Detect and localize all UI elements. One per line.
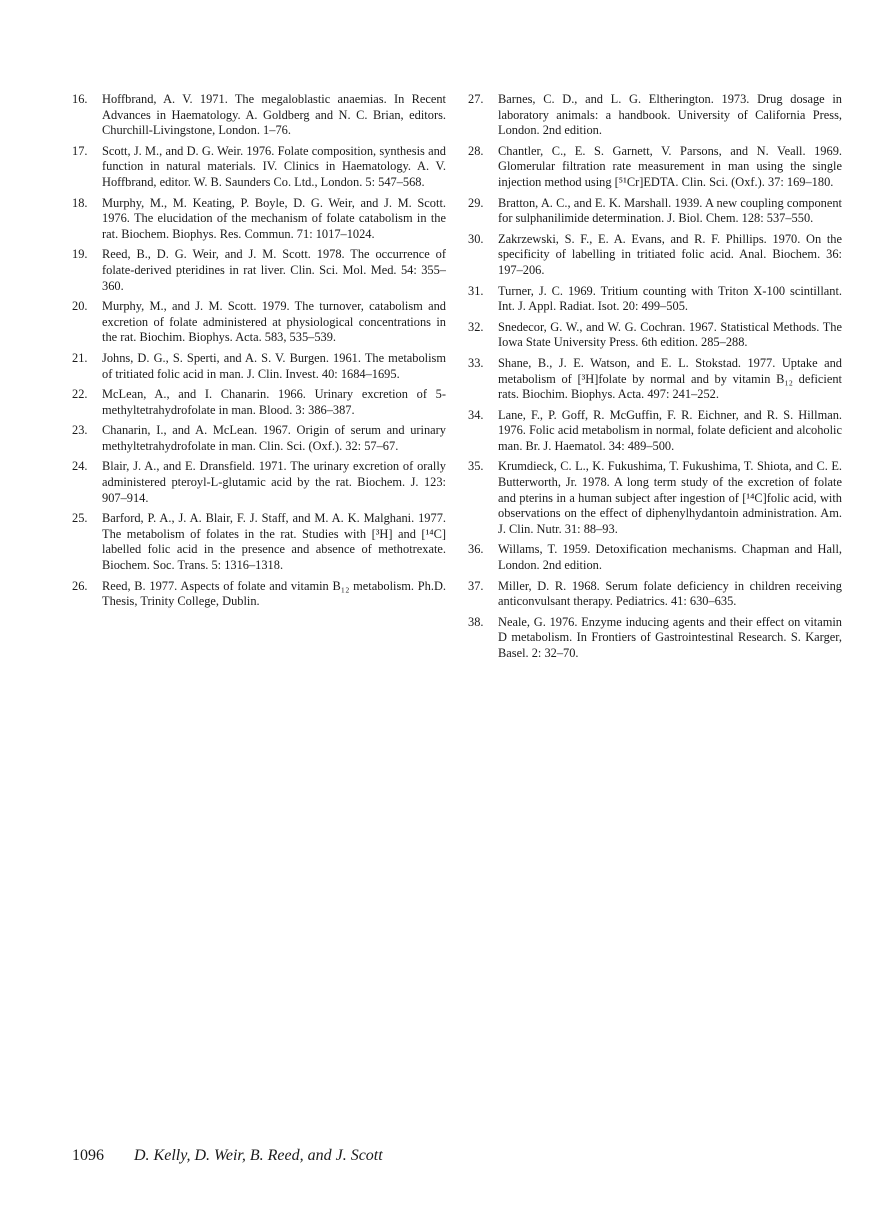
reference-item (72, 511, 446, 573)
reference-text: McLean, A., and I. Chanarin. 1966. Urinary excretion of 5-methyltetrahydrofolate in man. Blood. 3: 386–387. (102, 387, 446, 417)
reference-text: Hoffbrand, A. V. 1971. The megaloblastic anaemias. In Recent Advances in Haematology. A. Goldberg and N. C. Brian, editors. Churchill-Livingstone, London. 1–76. (102, 92, 446, 138)
reference-item (468, 356, 842, 403)
reference-item (72, 299, 446, 346)
reference-item (72, 144, 446, 191)
reference-item (72, 423, 446, 454)
reference-text: Willams, T. 1959. Detoxification mechanisms. Chapman and Hall, London. 2nd edition. (498, 542, 842, 573)
reference-item (468, 579, 842, 610)
reference-number: 30. (468, 231, 484, 246)
reference-number: 21. (72, 350, 88, 365)
reference-text: Zakrzewski, S. F., E. A. Evans, and R. F. Phillips. 1970. On the specificity of labelling in tritiated folic acid. Anal. Biochem. 36: 197–206. (498, 231, 842, 277)
reference-text: Krumdieck, C. L., K. Fukushima, T. Fukushima, T. Shiota, and C. E. Butterworth, Jr. 1978. A long term study of the excretion of folate and pterins in a human subject after ingestion of [¹⁴C]folic acid, with observations on the effect of diphenylhydantoin administration. Am. J. Clin. Nutr. 31: 88–93. (498, 459, 842, 536)
reference-text: Turner, J. C. 1969. Tritium counting with Triton X-100 scintillant. Int. J. Appl. Radiat. Isot. 20: 499–505. (498, 283, 842, 314)
reference-item (72, 387, 446, 418)
reference-number: 22. (72, 387, 88, 402)
reference-number: 33. (468, 355, 484, 370)
reference-number: 37. (468, 578, 484, 593)
reference-text: Bratton, A. C., and E. K. Marshall. 1939. A new coupling component for sulphanilimide determination. J. Biol. Chem. 128: 537–550. (498, 195, 842, 226)
reference-item (468, 615, 842, 662)
reference-text: Scott, J. M., and D. G. Weir. 1976. Folate composition, synthesis and function in natural materials. IV. Clinics in Haematology. A. V. Hoffbrand, editor. W. B. Saunders Co. Ltd., London. 5: 547–568. (102, 143, 446, 189)
running-authors: D. Kelly, D. Weir, B. Reed, and J. Scott (134, 1147, 383, 1164)
reference-number: 36. (468, 542, 484, 557)
reference-number: 38. (468, 614, 484, 629)
reference-number: 24. (72, 459, 88, 474)
reference-text: Neale, G. 1976. Enzyme inducing agents and their effect on vitamin D metabolism. In Frontiers of Gastrointestinal Research. S. Karger, Basel. 2: 32–70. (498, 614, 842, 660)
reference-item (468, 542, 842, 573)
reference-item (468, 459, 842, 537)
reference-text: Miller, D. R. 1968. Serum folate deficiency in children receiving anticonvulsant therapy. Pediatrics. 41: 630–635. (498, 578, 842, 609)
reference-number: 17. (72, 143, 88, 158)
reference-text: Shane, B., J. E. Watson, and E. L. Stokstad. 1977. Uptake and metabolism of [³H]folate by normal and by vitamin B₁₂ deficient rats. Biochim. Biophys. Acta. 497: 241–252. (498, 355, 842, 402)
reference-item (468, 92, 842, 139)
references-column-right (468, 92, 842, 667)
reference-number: 29. (468, 195, 484, 210)
reference-number: 34. (468, 407, 484, 422)
reference-item (72, 196, 446, 243)
reference-text: Barford, P. A., J. A. Blair, F. J. Staff, and M. A. K. Malghani. 1977. The metabolism of folates in the rat. Studies with [³H] and [¹⁴C] labelled folic acid in the presence and absence of methotrexate. Biochem. Soc. Trans. 5: 1316–1318. (102, 511, 446, 573)
reference-item (72, 579, 446, 610)
reference-text: Blair, J. A., and E. Dransfield. 1971. The urinary excretion of orally administered pteroyl-L-glutamic acid by the rat. Biochem. J. 123: 907–914. (102, 459, 446, 505)
reference-item (468, 144, 842, 191)
reference-item (72, 92, 446, 139)
reference-number: 27. (468, 92, 484, 106)
reference-text: Lane, F., P. Goff, R. McGuffin, F. R. Eichner, and R. S. Hillman. 1976. Folic acid metabolism in normal, folate deficient and alcoholic man. Br. J. Haematol. 34: 489–500. (498, 407, 842, 453)
reference-number: 20. (72, 299, 88, 314)
reference-text: Barnes, C. D., and L. G. Eltherington. 1973. Drug dosage in laboratory animals: a handbook. University of California Press, London. 2nd edition. (498, 92, 842, 138)
page-number: 1096 (72, 1147, 104, 1164)
reference-text: Reed, B., D. G. Weir, and J. M. Scott. 1978. The occurrence of folate-derived pteridines in rat liver. Clin. Sci. Mol. Med. 54: 355–360. (102, 247, 446, 293)
reference-item (468, 320, 842, 351)
reference-number: 18. (72, 195, 88, 210)
reference-number: 35. (468, 459, 484, 474)
reference-number: 26. (72, 578, 88, 593)
references-column-left (72, 92, 446, 615)
reference-item (72, 459, 446, 506)
reference-number: 25. (72, 511, 88, 526)
reference-item (72, 351, 446, 382)
reference-number: 19. (72, 247, 88, 262)
reference-number: 16. (72, 92, 88, 106)
reference-item (468, 232, 842, 279)
reference-text: Murphy, M., and J. M. Scott. 1979. The turnover, catabolism and excretion of folate administered at physiological concentrations in the rat. Biochim. Biophys. Acta. 583, 535–539. (102, 299, 446, 345)
reference-number: 32. (468, 319, 484, 334)
reference-item (468, 196, 842, 227)
reference-number: 28. (468, 143, 484, 158)
page-footer (72, 1147, 383, 1165)
reference-item (468, 408, 842, 455)
reference-number: 23. (72, 423, 88, 438)
reference-item (72, 247, 446, 294)
reference-text: Reed, B. 1977. Aspects of folate and vitamin B₁₂ metabolism. Ph.D. Thesis, Trinity College, Dublin. (102, 578, 446, 609)
reference-text: Murphy, M., M. Keating, P. Boyle, D. G. Weir, and J. M. Scott. 1976. The elucidation of the mechanism of folate catabolism in the rat. Biochem. Biophys. Res. Commun. 71: 1017–1024. (102, 195, 446, 241)
reference-item (468, 284, 842, 315)
reference-text: Chanarin, I., and A. McLean. 1967. Origin of serum and urinary methyltetrahydrofolate in man. Clin. Sci. (Oxf.). 32: 57–67. (102, 423, 446, 453)
reference-number: 31. (468, 283, 484, 298)
reference-text: Chantler, C., E. S. Garnett, V. Parsons, and N. Veall. 1969. Glomerular filtration rate measurement in man using the single injection method using [⁵¹Cr]EDTA. Clin. Sci. (Oxf.). 37: 169–180. (498, 143, 842, 189)
reference-text: Snedecor, G. W., and W. G. Cochran. 1967. Statistical Methods. The Iowa State University Press. 6th edition. 285–288. (498, 319, 842, 350)
reference-text: Johns, D. G., S. Sperti, and A. S. V. Burgen. 1961. The metabolism of tritiated folic acid in man. J. Clin. Invest. 40: 1684–1695. (102, 350, 446, 381)
